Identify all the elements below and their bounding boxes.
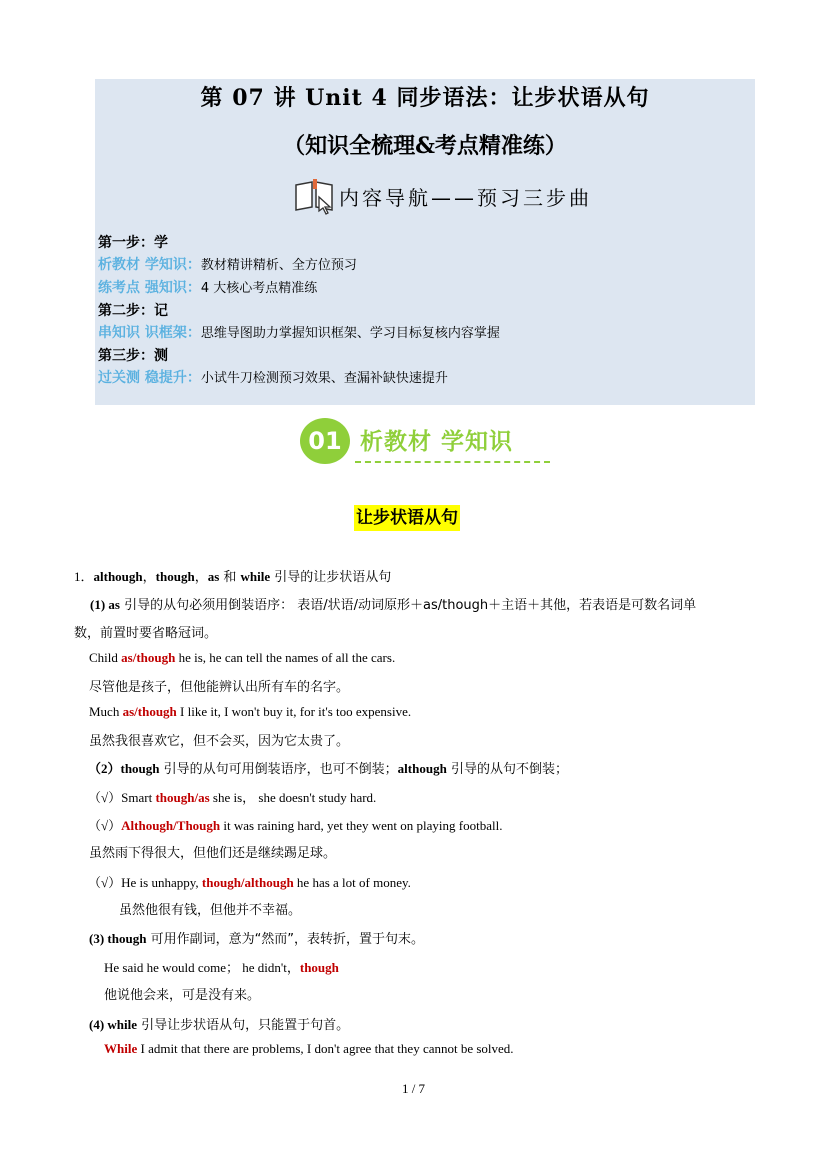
step-tag: 串知识 识框架： (98, 325, 201, 341)
step-desc: 小试牛刀检测预习效果、查漏补缺快速提升 (200, 371, 448, 386)
step-1-item (98, 254, 500, 277)
step-2-heading: 第二步：记 (98, 303, 168, 319)
example-6: He said he would come； he didn't，though (104, 960, 339, 975)
point-3: (3) though 可用作副词，意为“然而”，表转折，置于句末。 (89, 931, 425, 947)
example-3: （√）Smart though/as she is， she doesn't study hard. (88, 790, 377, 805)
header-box (95, 79, 755, 405)
step-3-heading: 第三步：测 (98, 348, 168, 364)
step-3-item (98, 367, 500, 390)
book-pointer-icon (293, 177, 335, 215)
section-badge (300, 415, 560, 470)
section-title: 让步状语从句 (354, 505, 460, 531)
step-2-item (98, 322, 500, 345)
example-1: Child as/though he is, he can tell the names of all the cars. (89, 650, 396, 665)
badge-number: 01 (300, 418, 350, 464)
page-subtitle: （知识全梳理&考点精准练） (283, 133, 567, 159)
point-1: (1) as 引导的从句必须用倒装语序： 表语/状语/动词原形＋as/though＋主语＋其他，若表语是可数名词单 (90, 597, 697, 613)
badge-divider (355, 461, 550, 463)
badge-text: 析教材 学知识 (360, 429, 514, 455)
example-4-translation: 虽然雨下得很大，但他们还是继续踢足球。 (89, 846, 337, 861)
step-1-heading: 第一步：学 (98, 235, 168, 251)
step-desc: 教材精讲精析、全方位预习 (200, 258, 357, 273)
steps-list (98, 232, 500, 390)
example-5: （√）He is unhappy, though/although he has a lot of money. (88, 875, 411, 890)
page-number: 1 / 7 (401, 1081, 426, 1096)
step-desc: 4 大核心考点精准练 (200, 281, 318, 296)
page-title: 第 07 讲 Unit 4 同步语法：让步状语从句 (200, 85, 650, 111)
step-desc: 思维导图助力掌握知识框架、学习目标复核内容掌握 (200, 326, 500, 341)
step-tag: 练考点 强知识： (98, 280, 201, 296)
example-4: （√）Although/Though it was raining hard, yet they went on playing football. (88, 818, 503, 833)
nav-label: 内容导航——预习三步曲 (339, 185, 592, 210)
example-2-translation: 虽然我很喜欢它，但不会买，因为它太贵了。 (89, 734, 350, 749)
step-1-item (98, 277, 500, 300)
point-2: （2）though 引导的从句可用倒装语序，也可不倒装；although 引导的从句不倒装； (88, 761, 568, 777)
step-tag: 析教材 学知识： (98, 257, 201, 273)
example-7: While I admit that there are problems, I don't agree that they cannot be solved. (104, 1041, 514, 1056)
point-4: (4) while 引导让步状语从句，只能置于句首。 (89, 1017, 350, 1033)
example-6-translation: 他说他会来，可是没有来。 (104, 988, 261, 1003)
heading-1: 1．although，though，as 和 while 引导的让步状语从句 (74, 569, 392, 585)
example-5-translation: 虽然他很有钱，但他并不幸福。 (119, 903, 302, 918)
example-1-translation: 尽管他是孩子，但他能辨认出所有车的名字。 (89, 680, 350, 695)
step-tag: 过关测 稳提升： (98, 370, 201, 386)
content-nav (293, 176, 592, 216)
point-1-cont: 数，前置时要省略冠词。 (74, 626, 218, 641)
example-2: Much as/though I like it, I won't buy it, for it's too expensive. (89, 704, 412, 719)
